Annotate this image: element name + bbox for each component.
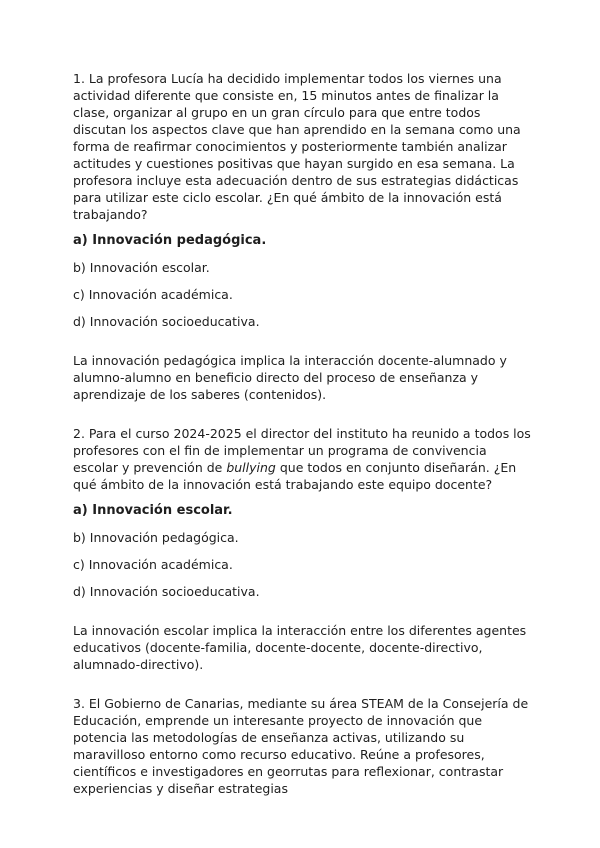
question-2-option-d: d) Innovación socioeducativa. (73, 584, 260, 599)
question-1-option-a-correct: a) Innovación pedagógica. (73, 233, 267, 248)
question-2 (73, 425, 533, 673)
question-2-stem (73, 425, 533, 493)
question-2-explanation: La innovación escolar implica la interacción entre los diferentes agentes educativos (docente-familia, docente-docente, docente-directivo, alumnado-directivo). (73, 623, 527, 672)
question-3-stem: 3. El Gobierno de Canarias, mediante su área STEAM de la Consejería de Educación, emprende un interesante proyecto de innovación que potencia las metodologías de enseñanza activas, utilizando su maravilloso entorno como recurso educativo. Reúne a profesores, científicos e investigadores en georrutas para reflexionar, contrastar experiencias y diseñar estrategias (73, 696, 529, 796)
question-1-option-c: c) Innovación académica. (73, 287, 233, 302)
question-1 (73, 70, 533, 403)
question-1-explanation: La innovación pedagógica implica la interacción docente-alumnado y alumno-alumno en beneficio directo del proceso de enseñanza y aprendizaje de los saberes (contenidos). (73, 353, 507, 402)
question-2-option-c: c) Innovación académica. (73, 557, 233, 572)
document-body (73, 70, 533, 797)
question-2-option-b: b) Innovación pedagógica. (73, 530, 239, 545)
question-2-stem-italic: bullying (226, 460, 276, 475)
question-1-option-d: d) Innovación socioeducativa. (73, 314, 260, 329)
question-1-stem: 1. La profesora Lucía ha decidido implementar todos los viernes una actividad diferente que consiste en, 15 minutos antes de finalizar la clase, organizar al grupo en un gran círculo para que entre todos discutan los aspectos clave que han aprendido en la semana como una forma de reafirmar conocimientos y posteriormente también analizar actitudes y cuestiones positivas que hayan surgido en esa semana. La profesora incluye esta adecuación dentro de sus estrategias didácticas para utilizar este ciclo escolar. ¿En qué ámbito de la innovación está trabajando? (73, 71, 521, 222)
question-2-stem-part2: que todos en conjunto diseñarán. ¿En qué ámbito de la innovación está trabajando este equipo docente? (73, 460, 517, 492)
question-2-option-a-correct: a) Innovación escolar. (73, 503, 233, 518)
question-1-option-b: b) Innovación escolar. (73, 260, 210, 275)
question-3 (73, 695, 533, 797)
question-2-stem-part1: 2. Para el curso 2024-2025 el director del instituto ha reunido a todos los profesores con el fin de implementar un programa de convivencia escolar y prevención de (73, 426, 531, 475)
